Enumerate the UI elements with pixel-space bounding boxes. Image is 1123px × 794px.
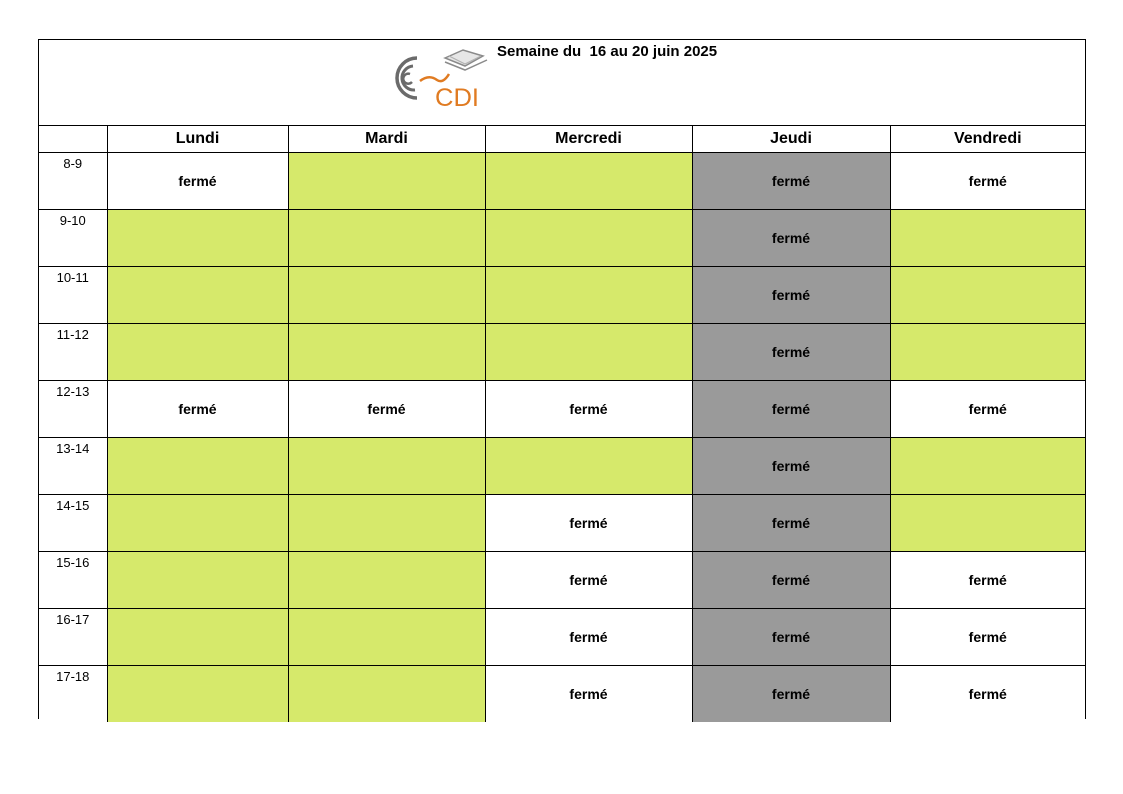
slot-cell: [485, 323, 692, 380]
slot-cell: fermé: [692, 665, 890, 722]
hour-label: 12-13: [39, 380, 107, 437]
slot-cell: [485, 152, 692, 209]
slot-cell: [288, 665, 485, 722]
hour-label: 17-18: [39, 665, 107, 722]
time-slot-row: [39, 608, 1085, 665]
day-header-row: [39, 126, 1085, 152]
day-header: Mercredi: [485, 126, 692, 152]
slot-cell: fermé: [890, 665, 1085, 722]
slot-cell: fermé: [485, 665, 692, 722]
corner-cell: [39, 126, 107, 152]
slot-cell: fermé: [692, 437, 890, 494]
hour-label: 13-14: [39, 437, 107, 494]
hour-label: 8-9: [39, 152, 107, 209]
slot-cell: [890, 437, 1085, 494]
slot-cell: [890, 494, 1085, 551]
slot-cell: fermé: [485, 608, 692, 665]
time-slot-row: [39, 437, 1085, 494]
slot-cell: fermé: [692, 608, 890, 665]
slot-cell: [107, 209, 288, 266]
schedule-header: [39, 40, 1085, 126]
slot-cell: [890, 266, 1085, 323]
slot-cell: [485, 209, 692, 266]
slot-cell: [288, 323, 485, 380]
slot-cell: [107, 551, 288, 608]
svg-text:CDI: CDI: [435, 84, 479, 110]
time-slot-row: [39, 209, 1085, 266]
week-title: Semaine du 16 au 20 juin 2025: [497, 43, 718, 60]
day-header: Mardi: [288, 126, 485, 152]
hour-label: 16-17: [39, 608, 107, 665]
day-header: Vendredi: [890, 126, 1085, 152]
hour-label: 9-10: [39, 209, 107, 266]
hour-label: 15-16: [39, 551, 107, 608]
slot-cell: [288, 437, 485, 494]
slot-cell: [890, 209, 1085, 266]
schedule-sheet: [38, 39, 1086, 719]
slot-cell: [107, 323, 288, 380]
hour-label: 11-12: [39, 323, 107, 380]
time-slot-row: [39, 152, 1085, 209]
slot-cell: [288, 209, 485, 266]
slot-cell: fermé: [692, 551, 890, 608]
schedule-body: [39, 152, 1085, 722]
slot-cell: fermé: [485, 380, 692, 437]
slot-cell: fermé: [890, 551, 1085, 608]
time-slot-row: [39, 380, 1085, 437]
slot-cell: [288, 494, 485, 551]
time-slot-row: [39, 323, 1085, 380]
day-header: Jeudi: [692, 126, 890, 152]
cdi-logo: [387, 44, 497, 110]
day-header: Lundi: [107, 126, 288, 152]
slot-cell: [107, 437, 288, 494]
schedule-grid: [39, 126, 1085, 722]
slot-cell: [107, 608, 288, 665]
slot-cell: fermé: [485, 494, 692, 551]
slot-cell: [485, 266, 692, 323]
schedule-table: [39, 126, 1085, 722]
slot-cell: fermé: [890, 380, 1085, 437]
slot-cell: [288, 152, 485, 209]
slot-cell: [107, 665, 288, 722]
slot-cell: [890, 323, 1085, 380]
slot-cell: fermé: [692, 380, 890, 437]
hour-label: 10-11: [39, 266, 107, 323]
slot-cell: fermé: [288, 380, 485, 437]
slot-cell: fermé: [485, 551, 692, 608]
slot-cell: [485, 437, 692, 494]
slot-cell: fermé: [107, 380, 288, 437]
slot-cell: fermé: [890, 608, 1085, 665]
slot-cell: fermé: [692, 152, 890, 209]
time-slot-row: [39, 551, 1085, 608]
slot-cell: [288, 608, 485, 665]
slot-cell: [288, 266, 485, 323]
cdi-logo-icon: [387, 44, 497, 110]
slot-cell: fermé: [692, 494, 890, 551]
time-slot-row: [39, 266, 1085, 323]
slot-cell: fermé: [692, 266, 890, 323]
slot-cell: fermé: [692, 323, 890, 380]
slot-cell: fermé: [107, 152, 288, 209]
slot-cell: [107, 266, 288, 323]
hour-label: 14-15: [39, 494, 107, 551]
slot-cell: fermé: [890, 152, 1085, 209]
slot-cell: [107, 494, 288, 551]
time-slot-row: [39, 494, 1085, 551]
slot-cell: fermé: [692, 209, 890, 266]
slot-cell: [288, 551, 485, 608]
time-slot-row: [39, 665, 1085, 722]
